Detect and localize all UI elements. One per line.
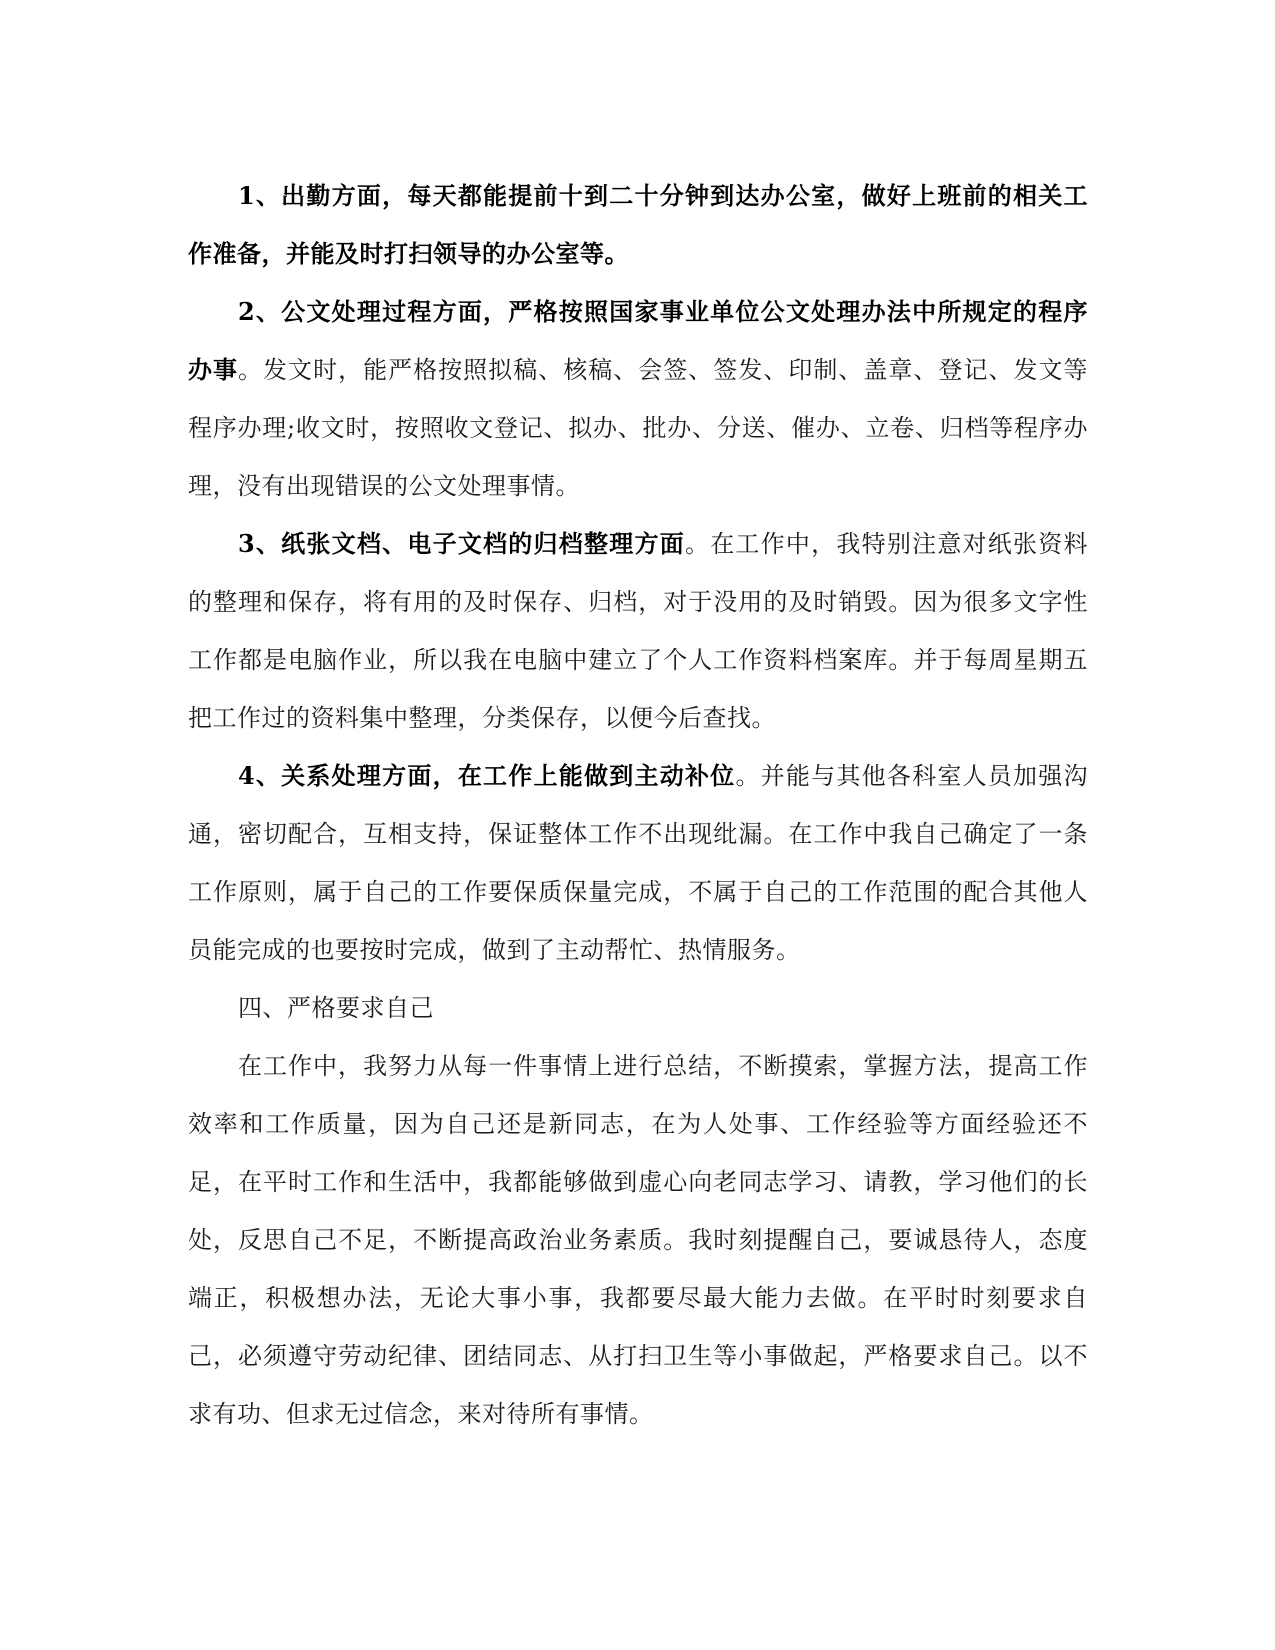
paragraph-body: 。发文时，能严格按照拟稿、核稿、会签、签发、印制、盖章、登记、发文等程序办理;收文时，按照收文登记、拟办、批办、分送、催办、立卷、归档等程序办理，没有出现错误的公文处理事情。 (188, 356, 1089, 500)
paragraph-archiving (188, 515, 1088, 747)
paragraph-body: 四、严格要求自己 (238, 994, 434, 1022)
paragraph-relations (188, 747, 1088, 979)
paragraph-heading: 4、关系处理方面，在工作上能做到主动补位 (238, 761, 736, 790)
document-page (188, 167, 1088, 1443)
paragraph-heading: 3、纸张文档、电子文档的归档整理方面 (238, 529, 685, 558)
section-heading-self-discipline (188, 979, 1088, 1037)
paragraph-document-processing (188, 283, 1088, 515)
paragraph-body: 。在工作中，我特别注意对纸张资料的整理和保存，将有用的及时保存、归档，对于没用的及时销毁。因为很多文字性工作都是电脑作业，所以我在电脑中建立了个人工作资料档案库。并于每周星期五把工作过的资料集中整理，分类保存，以便今后查找。 (188, 530, 1088, 732)
paragraph-heading: 2、公文处理过程方面，严格按照国家事业单位公文处理办法中所规定的程序办事 (188, 297, 1088, 384)
paragraph-self-discipline (188, 1037, 1088, 1443)
paragraph-heading: 1、出勤方面，每天都能提前十到二十分钟到达办公室，做好上班前的相关工作准备，并能及时打扫领导的办公室等。 (188, 181, 1088, 268)
paragraph-body: 在工作中，我努力从每一件事情上进行总结，不断摸索，掌握方法，提高工作效率和工作质量，因为自己还是新同志，在为人处事、工作经验等方面经验还不足，在平时工作和生活中，我都能够做到虚心向老同志学习、请教，学习他们的长处，反思自己不足，不断提高政治业务素质。我时刻提醒自己，要诚恳待人，态度端正，积极想办法，无论大事小事，我都要尽最大能力去做。在平时时刻要求自己，必须遵守劳动纪律、团结同志、从打扫卫生等小事做起，严格要求自己。以不求有功、但求无过信念，来对待所有事情。 (188, 1052, 1088, 1428)
paragraph-body: 。并能与其他各科室人员加强沟通，密切配合，互相支持，保证整体工作不出现纰漏。在工作中我自己确定了一条工作原则，属于自己的工作要保质保量完成，不属于自己的工作范围的配合其他人员能完成的也要按时完成，做到了主动帮忙、热情服务。 (188, 762, 1089, 964)
paragraph-attendance (188, 167, 1088, 283)
